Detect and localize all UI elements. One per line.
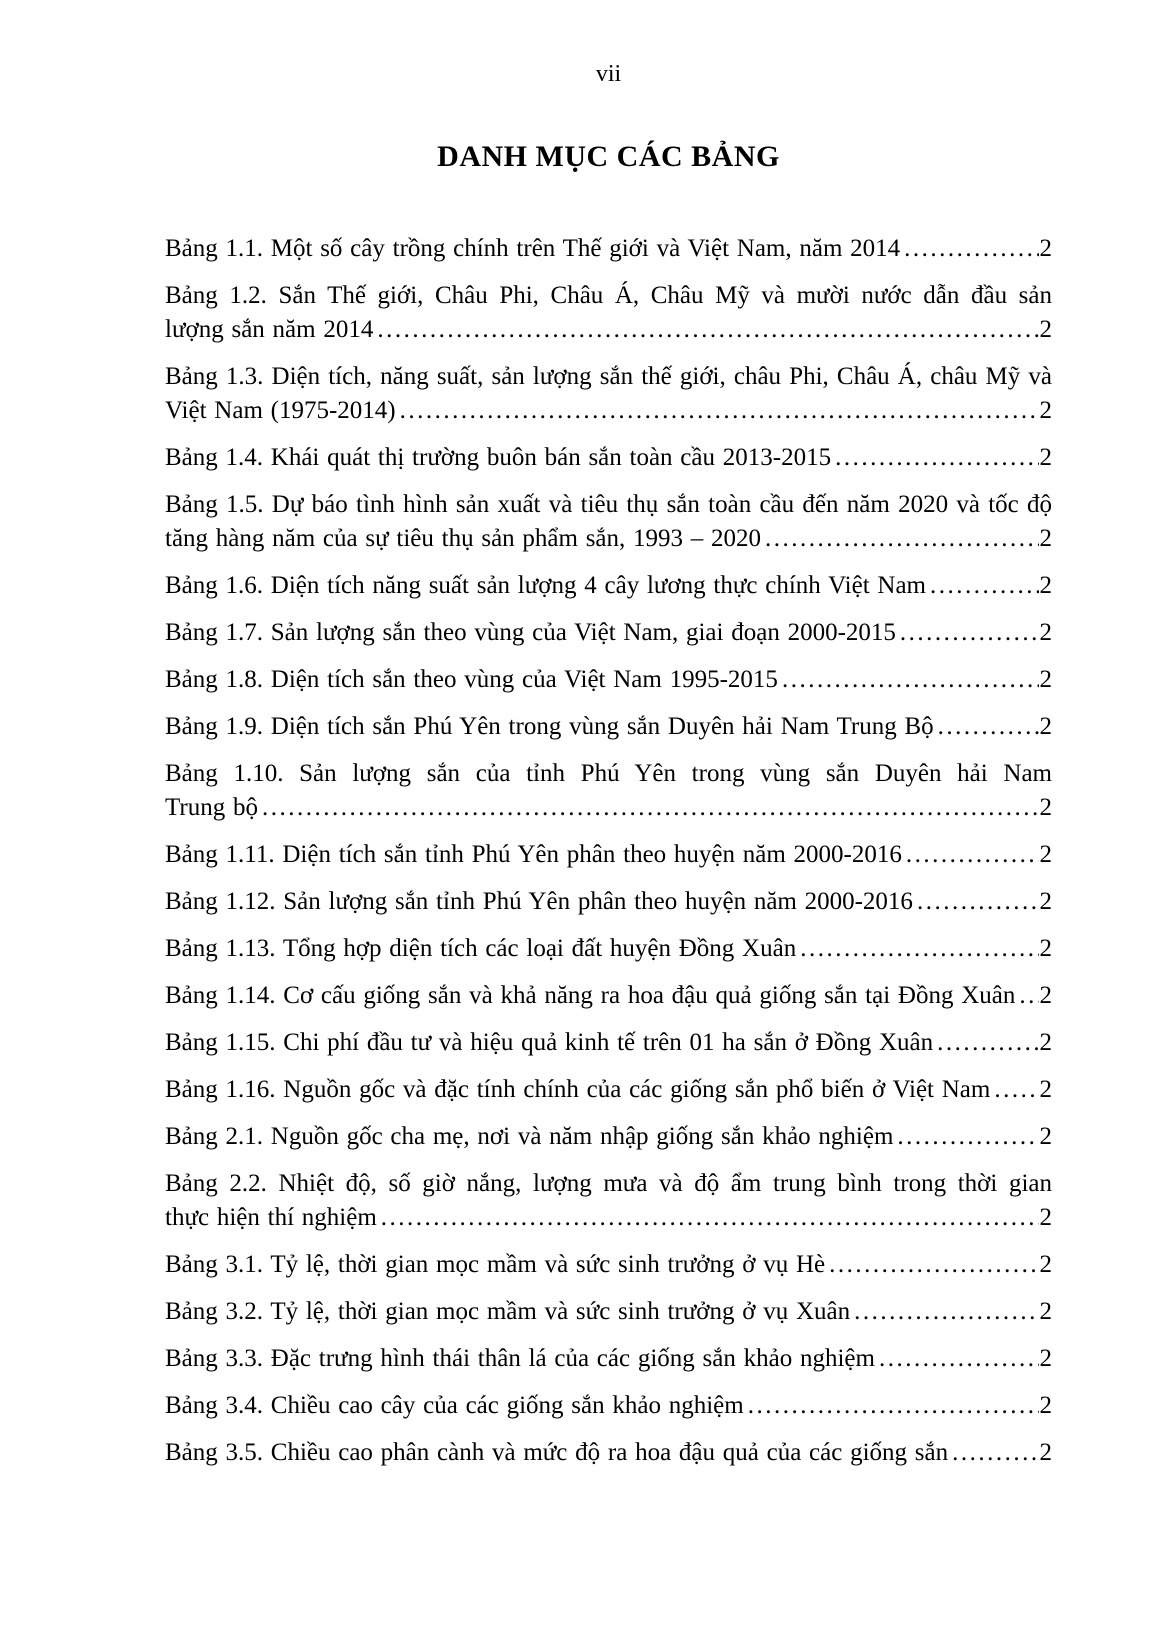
toc-entry-last-line <box>165 441 1052 475</box>
dot-leader <box>930 569 1039 603</box>
toc-entry-page-number: 2 <box>1039 666 1052 693</box>
toc-entry-page-number: 2 <box>1039 619 1052 646</box>
toc-entry-last-line <box>165 885 1052 919</box>
toc-entry-text-line: Bảng 1.5. Dự báo tình hình sản xuất và tiêu thụ sắn toàn cầu đến năm 2020 và tốc độ <box>165 491 1052 518</box>
dot-leader <box>906 838 1039 872</box>
toc-entry-page-number: 2 <box>1039 1029 1052 1056</box>
toc-entry-page-number: 2 <box>1039 935 1052 962</box>
toc-entry <box>165 569 1052 603</box>
toc-entry-text-line: thực hiện thí nghiệm <box>165 1204 377 1231</box>
toc-entry-page-number: 2 <box>1039 525 1052 552</box>
toc-entry-page-number: 2 <box>1039 888 1052 915</box>
dot-leader <box>835 441 1038 475</box>
toc-entry-last-line <box>165 791 1052 825</box>
dot-leader <box>904 232 1038 266</box>
toc-entry-text-line: Bảng 1.8. Diện tích sắn theo vùng của Việt Nam 1995-2015 <box>165 666 778 693</box>
dot-leader <box>897 1120 1038 1154</box>
toc-entry-page-number: 2 <box>1039 235 1052 262</box>
toc-entry-last-line <box>165 1248 1052 1282</box>
toc-entry <box>165 1248 1052 1282</box>
toc-entry-text-line: Bảng 1.3. Diện tích, năng suất, sản lượng sắn thế giới, châu Phi, Châu Á, châu Mỹ và <box>165 363 1052 390</box>
toc-entry-last-line <box>165 616 1052 650</box>
toc-entry-last-line <box>165 1120 1052 1154</box>
toc-entry-text-line: Bảng 1.16. Nguồn gốc và đặc tính chính của các giống sắn phổ biến ở Việt Nam <box>165 1076 991 1103</box>
toc-entry-last-line <box>165 1389 1052 1423</box>
toc-entry <box>165 1120 1052 1154</box>
dot-leader <box>938 710 1039 744</box>
toc-entry-text-line: lượng sắn năm 2014 <box>165 316 374 343</box>
toc-entry-last-line <box>165 838 1052 872</box>
toc-entry-last-line <box>165 1295 1052 1329</box>
toc-entry-last-line <box>165 1026 1052 1060</box>
dot-leader <box>854 1295 1038 1329</box>
toc-entry <box>165 757 1052 825</box>
toc-entry-page-number: 2 <box>1039 841 1052 868</box>
toc-entry-last-line <box>165 232 1052 266</box>
dot-leader <box>879 1342 1039 1376</box>
toc-entry-text-line: Bảng 1.9. Diện tích sắn Phú Yên trong vùng sắn Duyên hải Nam Trung Bộ <box>165 713 934 740</box>
dot-leader <box>400 394 1039 428</box>
toc-entry-page-number: 2 <box>1039 572 1052 599</box>
toc-entry <box>165 979 1052 1013</box>
toc-entry-page-number: 2 <box>1039 1392 1052 1419</box>
toc-entry <box>165 232 1052 266</box>
toc-entry-text-line: Bảng 3.2. Tỷ lệ, thời gian mọc mầm và sức sinh trưởng ở vụ Xuân <box>165 1298 851 1325</box>
dot-leader <box>994 1073 1038 1107</box>
toc-entry <box>165 838 1052 872</box>
table-of-tables-list <box>165 232 1052 1470</box>
toc-entry <box>165 616 1052 650</box>
toc-entry-last-line <box>165 1342 1052 1376</box>
toc-entry-page-number: 2 <box>1039 982 1052 1009</box>
toc-entry-page-number: 2 <box>1039 1345 1052 1372</box>
toc-entry-page-number: 2 <box>1039 1251 1052 1278</box>
toc-entry-text-line: Bảng 1.13. Tổng hợp diện tích các loại đất huyện Đồng Xuân <box>165 935 797 962</box>
toc-entry-text-line: Bảng 1.1. Một số cây trồng chính trên Thế giới và Việt Nam, năm 2014 <box>165 235 901 262</box>
toc-entry-page-number: 2 <box>1039 1123 1052 1150</box>
dot-leader <box>262 791 1039 825</box>
toc-entry-last-line <box>165 522 1052 556</box>
toc-entry <box>165 488 1052 556</box>
toc-entry-text-line: Bảng 1.4. Khái quát thị trường buôn bán sắn toàn cầu 2013-2015 <box>165 444 832 471</box>
toc-entry-last-line <box>165 394 1052 428</box>
toc-entry <box>165 1389 1052 1423</box>
toc-entry <box>165 1026 1052 1060</box>
toc-entry-page-number: 2 <box>1039 713 1052 740</box>
toc-entry-page-number: 2 <box>1039 397 1052 424</box>
toc-entry <box>165 1436 1052 1470</box>
toc-entry-text-line: Bảng 1.14. Cơ cấu giống sắn và khả năng ra hoa đậu quả giống sắn tại Đồng Xuân <box>165 982 1016 1009</box>
toc-entry-last-line <box>165 1436 1052 1470</box>
dot-leader <box>937 1026 1038 1060</box>
toc-entry-text-line: Trung bộ <box>165 794 258 821</box>
toc-entry <box>165 663 1052 697</box>
toc-entry-text-line: Bảng 3.1. Tỷ lệ, thời gian mọc mầm và sức sinh trưởng ở vụ Hè <box>165 1251 826 1278</box>
dot-leader <box>800 932 1038 966</box>
dot-leader <box>917 885 1039 919</box>
toc-entry-page-number: 2 <box>1039 1076 1052 1103</box>
dot-leader <box>829 1248 1038 1282</box>
toc-entry <box>165 1167 1052 1235</box>
dot-leader <box>1019 979 1038 1013</box>
toc-entry-text-line: Bảng 2.2. Nhiệt độ, số giờ nắng, lượng mưa và độ ẩm trung bình trong thời gian <box>165 1170 1052 1197</box>
toc-entry-last-line <box>165 663 1052 697</box>
toc-entry-text-line: Bảng 1.10. Sản lượng sắn của tỉnh Phú Yên trong vùng sắn Duyên hải Nam <box>165 760 1052 787</box>
toc-entry-text-line: Bảng 3.3. Đặc trưng hình thái thân lá của các giống sắn khảo nghiệm <box>165 1345 875 1372</box>
toc-entry <box>165 885 1052 919</box>
page-title: DANH MỤC CÁC BẢNG <box>437 140 780 173</box>
toc-entry-text-line: Bảng 2.1. Nguồn gốc cha mẹ, nơi và năm nhập giống sắn khảo nghiệm <box>165 1123 894 1150</box>
dot-leader <box>765 522 1038 556</box>
toc-entry <box>165 710 1052 744</box>
toc-entry-page-number: 2 <box>1039 794 1052 821</box>
dot-leader <box>381 1201 1039 1235</box>
toc-entry <box>165 441 1052 475</box>
toc-entry <box>165 279 1052 347</box>
dot-leader <box>782 663 1039 697</box>
toc-entry-text-line: Việt Nam (1975-2014) <box>165 397 396 424</box>
toc-entry-text-line: Bảng 3.4. Chiều cao cây của các giống sắn khảo nghiệm <box>165 1392 744 1419</box>
toc-entry-last-line <box>165 569 1052 603</box>
toc-entry-text-line: Bảng 1.6. Diện tích năng suất sản lượng 4 cây lương thực chính Việt Nam <box>165 572 926 599</box>
toc-entry <box>165 932 1052 966</box>
toc-entry-text-line: Bảng 1.15. Chi phí đầu tư và hiệu quả kinh tế trên 01 ha sắn ở Đồng Xuân <box>165 1029 934 1056</box>
toc-entry-text-line: Bảng 1.11. Diện tích sắn tỉnh Phú Yên phân theo huyện năm 2000-2016 <box>165 841 902 868</box>
dot-leader <box>900 616 1039 650</box>
toc-entry <box>165 1342 1052 1376</box>
toc-entry-last-line <box>165 710 1052 744</box>
toc-entry-text-line: Bảng 3.5. Chiều cao phân cành và mức độ ra hoa đậu quả của các giống sắn <box>165 1439 949 1466</box>
toc-entry-text-line: tăng hàng năm của sự tiêu thụ sản phẩm sắn, 1993 – 2020 <box>165 525 762 552</box>
toc-entry-last-line <box>165 313 1052 347</box>
toc-entry-text-line: Bảng 1.12. Sản lượng sắn tỉnh Phú Yên phân theo huyện năm 2000-2016 <box>165 888 913 915</box>
toc-entry-page-number: 2 <box>1039 1298 1052 1325</box>
toc-entry <box>165 1295 1052 1329</box>
toc-entry-page-number: 2 <box>1039 1204 1052 1231</box>
toc-entry-page-number: 2 <box>1039 444 1052 471</box>
toc-entry <box>165 1073 1052 1107</box>
toc-entry-text-line: Bảng 1.2. Sắn Thế giới, Châu Phi, Châu Á, Châu Mỹ và mười nước dẫn đầu sản <box>165 282 1052 309</box>
toc-entry-page-number: 2 <box>1039 1439 1052 1466</box>
dot-leader <box>952 1436 1038 1470</box>
toc-entry <box>165 360 1052 428</box>
dot-leader <box>748 1389 1039 1423</box>
toc-entry-last-line <box>165 979 1052 1013</box>
page-header-number: vii <box>595 61 622 87</box>
toc-entry-last-line <box>165 1201 1052 1235</box>
toc-entry-page-number: 2 <box>1039 316 1052 343</box>
toc-entry-text-line: Bảng 1.7. Sản lượng sắn theo vùng của Việt Nam, giai đoạn 2000-2015 <box>165 619 896 646</box>
toc-entry-last-line <box>165 1073 1052 1107</box>
toc-entry-last-line <box>165 932 1052 966</box>
dot-leader <box>377 313 1038 347</box>
